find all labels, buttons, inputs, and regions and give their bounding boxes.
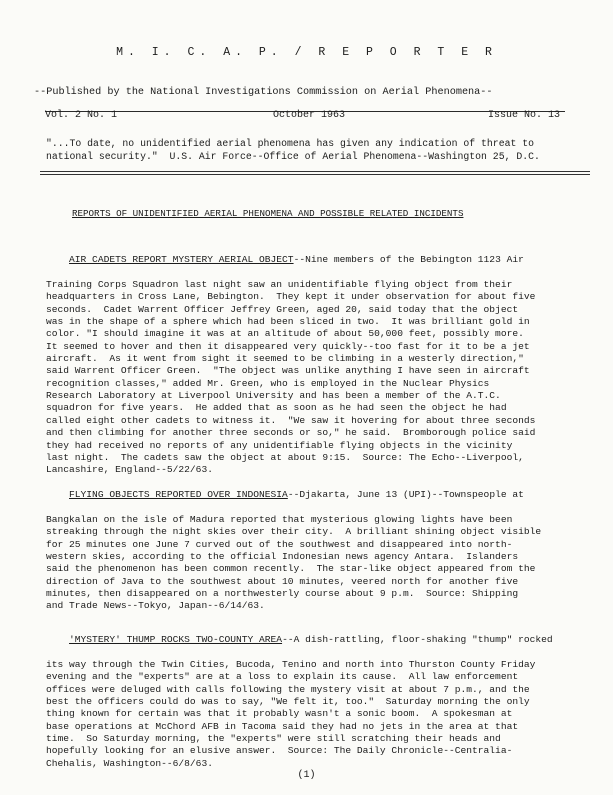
article-headline: 'MYSTERY' THUMP ROCKS TWO-COUNTY AREA	[69, 634, 283, 646]
article-mystery-thump	[46, 622, 591, 795]
page-number: (1)	[297, 770, 316, 781]
issue-date: October 1963	[273, 110, 346, 121]
divider	[40, 171, 590, 172]
article-lead: --Nine members of the Bebington 1123 Air	[293, 254, 524, 266]
issue-number: Issue No. 13	[488, 110, 561, 121]
volume-number: Vol. 2 No. 1	[45, 110, 118, 121]
article-indonesia	[46, 477, 591, 637]
article-body: Bangkalan on the isle of Madura reported that mysterious glowing lights have been streaking through the night skies over their city. A brilliant shining object visible for 25 minutes one June 7 curved out of the southwest and disappeared into north- western skies, according to the official Indonesian news agency Antara. Islanders said the phenomenon has been common recently. The star-like object appeared from the direction of Java to the southwest about 10 minutes, veered north for another five minutes, then disappeared on a northwesterly course about 9 p.m. Source: Shipping and Trade News--Tokyo, Japan--6/14/63.	[46, 514, 542, 612]
article-lead: --A dish-rattling, floor-shaking "thump" rocked	[282, 634, 553, 646]
publisher-line: --Published by the National Investigations Commission on Aerial Phenomena--	[34, 87, 493, 98]
article-body: Training Corps Squadron last night saw an unidentifiable flying object from their headquarters in Cross Lane, Bebington. They kept it under observation for about five seconds. Cadet Warrent Officer Jeffrey Green, aged 20, said today that the object was in the shape of a sphere which had been sliced in two. It was brilliant gold in color. "I should imagine it was at an altitude of about 50,000 feet, possibly more. It seemed to hover and then it disappeared very quickly--too fast for it to be a jet aircraft. As it went from sight it seemed to be climbing in a westerly direction," said Warrent Officer Green. "The object was unlike anything I have seen in aircraft recognition classes," added Mr. Green, who is employed in the Nuclear Physics Research Laboratory at Liverpool University and has been a member of the A.T.C. squadron for five years. He added that as soon as he had seen the object he had called eight other cadets to witness it. "We saw it hovering for about three seconds and then climbing for another three seconds or so," he said. Bromborough police said they had received no reports of any unidentifiable flying objects in the vicinity last night. The cadets saw the object at about 9:15. Source: The Echo--Liverpool, Lancashire, England--5/22/63.	[46, 279, 536, 476]
article-headline: AIR CADETS REPORT MYSTERY AERIAL OBJECT	[69, 254, 294, 266]
divider	[40, 174, 590, 175]
article-body: its way through the Twin Cities, Bucoda, Tenino and north into Thurston County Friday evening and the "experts" are at a loss to explain its cause. All law enforcement offices were deluged with calls following the mystery visit at about 7 p.m., and the best the officers could do was to say, "We felt it, too." Saturday morning the only thing known for certain was that it probably wasn't a sonic boom. A spokesman at base operations at McChord AFB in Tacoma said they had no jets in the area at that time. So Saturday morning, the "experts" were still scratching their heads and hopefully looking for an elusive answer. Source: The Daily Chronicle--Centralia- Chehalis, Washington--6/8/63.	[46, 659, 536, 769]
section-heading: REPORTS OF UNIDENTIFIED AERIAL PHENOMENA AND POSSIBLE RELATED INCIDENTS	[72, 208, 464, 219]
article-lead: --Djakarta, June 13 (UPI)--Townspeople at	[287, 489, 524, 501]
issue-bar	[45, 110, 565, 121]
article-air-cadets	[46, 242, 591, 501]
masthead: M. I. C. A. P. / R E P O R T E R	[116, 46, 497, 59]
article-headline: FLYING OBJECTS REPORTED OVER INDONESIA	[69, 489, 288, 501]
usaf-quote: "...To date, no unidentified aerial phenomena has given any indication of threat to national security." U.S. Air Force--Office of Aerial Phenomena--Washington 25, D.C.	[46, 138, 540, 162]
